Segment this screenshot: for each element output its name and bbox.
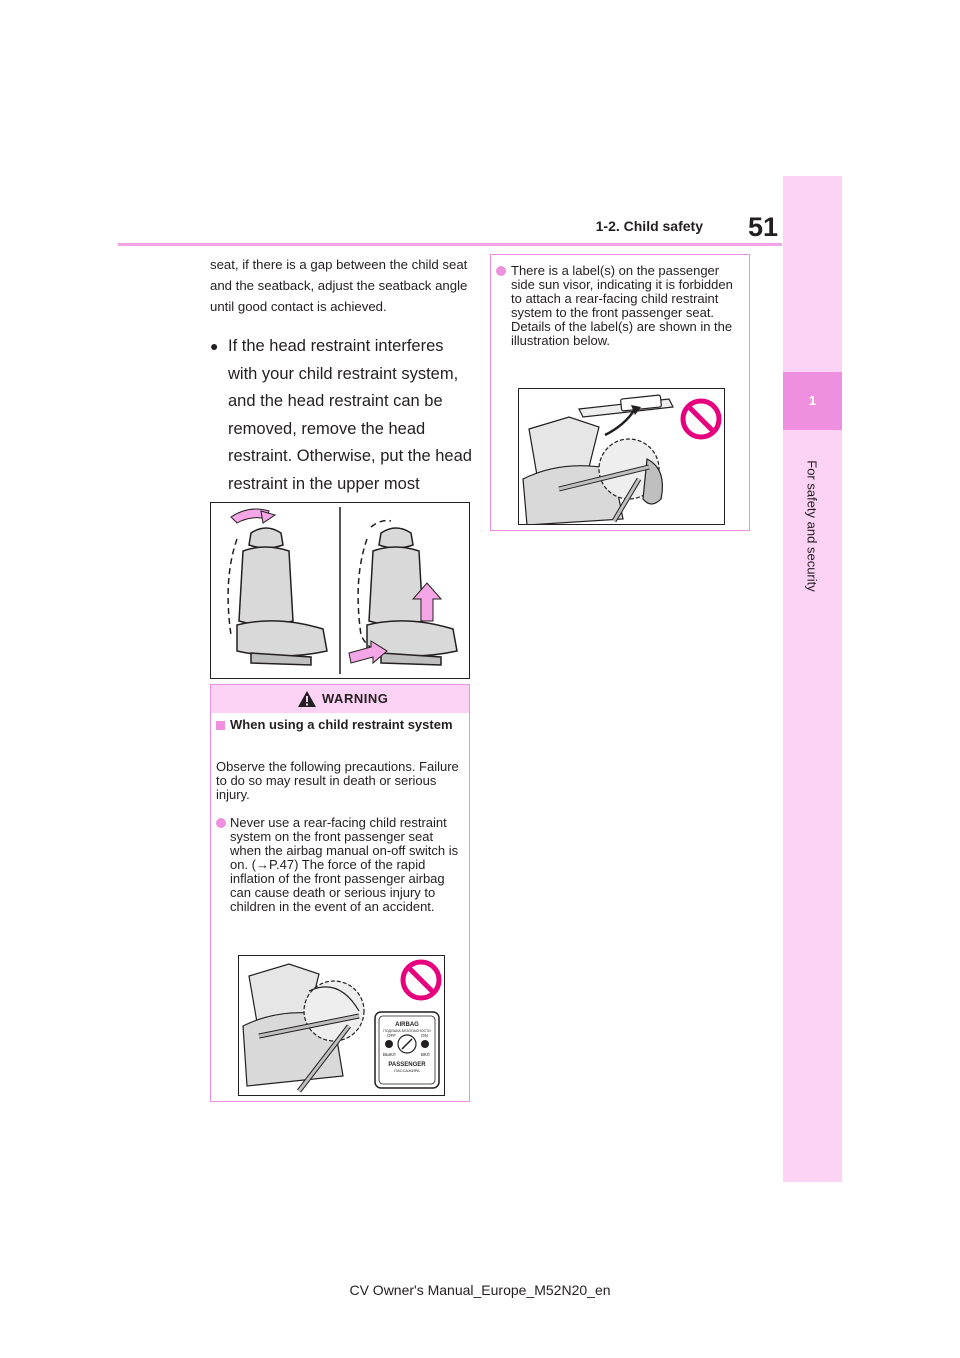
warning-header xyxy=(211,685,469,713)
seat-drawing xyxy=(211,503,469,678)
bullet-item xyxy=(210,333,472,526)
airbag-drawing xyxy=(239,956,444,1095)
intro-paragraph: seat, if there is a gap between the child seat and the seatback, adjust the seatback angle until good contact is achieved. xyxy=(210,257,468,314)
section-title: 1-2. Child safety xyxy=(595,218,703,234)
visor-drawing xyxy=(519,389,724,524)
item-circle-marker xyxy=(216,818,226,828)
chapter-side-tab xyxy=(783,176,842,1182)
plate-off: OFF xyxy=(387,1033,396,1038)
plate-title-ru: ПОДУШКА БЕЗОПАСНОСТИ xyxy=(383,1029,431,1033)
footer-doc-id: CV Owner's Manual_Europe_M52N20_en xyxy=(349,1282,611,1298)
header-rule xyxy=(118,243,782,246)
airbag-label-illustration xyxy=(238,955,445,1096)
warning-subheading: When using a child restraint system xyxy=(230,717,453,732)
plate-passenger-ru: ПАССАЖИРА xyxy=(394,1068,420,1073)
warning-box xyxy=(210,684,470,1102)
page-number: 51 xyxy=(747,212,778,242)
chapter-number: 1 xyxy=(808,393,817,408)
plate-off-ru: ВЫКЛ xyxy=(383,1052,396,1057)
sun-visor-illustration xyxy=(518,388,725,525)
plate-passenger: PASSENGER xyxy=(388,1062,426,1068)
bullet-marker: ● xyxy=(210,338,219,354)
warning-label: WARNING xyxy=(322,691,389,706)
plate-on: ON xyxy=(421,1033,428,1038)
warning-body: Observe the following precautions. Failure to do so may result in death or serious injury. xyxy=(216,759,459,802)
warning-triangle-icon xyxy=(297,690,317,708)
sun-visor-note-text: There is a label(s) on the passenger side sun visor, indicating it is forbidden to attach a rear-facing child restraint system to the front passenger seat. Details of the label(s) are shown in the illustration below. xyxy=(511,263,733,348)
plate-on-ru: ВКЛ xyxy=(421,1052,430,1057)
warning-item: Never use a rear-facing child restraint system on the front passenger seat when the airbag manual on-off switch is on. (→P.47) The force of the rapid inflation of the front passenger airbag can cause death or serious injury to children in the event of an accident. xyxy=(230,815,459,914)
sun-visor-note-box xyxy=(490,254,750,531)
bullet-text: If the head restraint interferes with your child restraint system, and the head restraint can be removed, remove the head restraint. Otherwise, put the head restraint in the upper most xyxy=(228,337,472,493)
chapter-label-area xyxy=(783,440,842,610)
subheading-square-marker xyxy=(216,721,225,730)
chapter-label: For safety and security xyxy=(804,460,820,592)
item-circle-marker xyxy=(496,266,506,276)
seat-illustration xyxy=(210,502,470,679)
chapter-number-tab xyxy=(783,372,842,430)
plate-title: AIRBAG xyxy=(395,1022,419,1028)
